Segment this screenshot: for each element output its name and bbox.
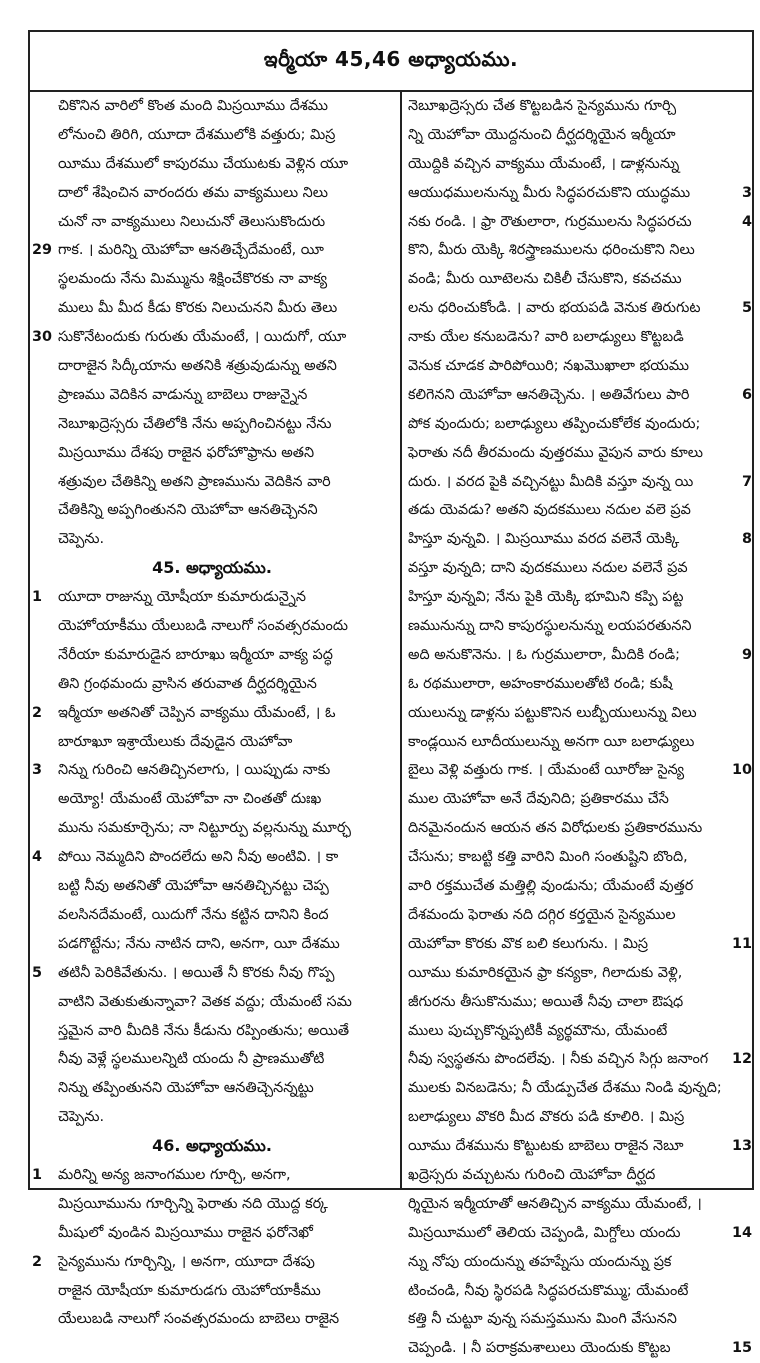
text-line [402,468,754,497]
line-text: బారూఖూ ఇశ్రాయేలుకు దేవుడైన యెహోవా [58,733,293,750]
text-line [30,352,398,381]
verse-number: 3 [741,184,752,201]
line-text: యీము దేశమును కొట్టుటకు బాబెలు రాజైన నెబూ [408,1138,684,1155]
line-text: స్తమైన వారి మీదికి నేను కీడును రప్పింతును; అయితే [58,1022,350,1039]
line-text: నెబూఖద్రెస్సరు చేతిలోకి నేను అప్పగించినట్టు నేను [58,415,332,432]
line-text: యేలుబడి నాలుగో సంవత్సరమందు బాబెలు రాజైన [58,1311,340,1328]
text-line [402,179,754,208]
text-line [30,496,398,525]
text-line [402,930,754,959]
text-line [402,728,754,757]
line-text: హిస్తూ వున్నవి. । మిస్రయీము వరద వలెనే యెక్కి [408,531,680,548]
line-text: తిని గ్రంథమందు వ్రాసిన తరువాత దీర్ఘదర్శియైన [58,675,317,692]
line-text: చేతికిన్ని అప్పగింతునని యెహోవా ఆనతిచ్చెనని [58,502,318,519]
line-text: వస్తూ వున్నది; దాని వుదకములు నదుల వలెనే ప్రవ [408,560,688,577]
text-line [402,150,754,179]
text-line [30,930,398,959]
verse-number: 29 [32,242,53,259]
text-line [30,208,398,237]
line-text: సైన్యమును గూర్చిన్ని, । అనగా, యూదా దేశపు [58,1253,315,1270]
text-line [402,1045,754,1074]
text-line [30,843,398,872]
text-line [402,756,754,785]
line-text: బలాఢ్యులు వొకరి మీద వొకరు పడి కూలిరి. । మిస్ర [408,1109,685,1126]
text-line [402,843,754,872]
text-line [402,699,754,728]
line-text: మీషులో వుండిన మిస్రయీము రాజైన ఫరోనెఖో [58,1224,313,1241]
line-text: ములు పుచ్చుకొన్నప్పటికీ వ్యర్థమౌను, యేమంటే [408,1022,668,1039]
text-line [30,641,398,670]
line-text: స్థలమందు నేను మిమ్మును శిక్షించేకొరకు నా వాక్య [58,271,328,288]
text-line [30,150,398,179]
text-line [402,265,754,294]
line-text: వారి రక్తముచేత మత్తిల్లి వుండును; యేమంటే వుత్తర [408,878,694,895]
line-text: యెహోవా కొరకు వొక బలి కలుగును. । మిస్ర [408,935,649,952]
verse-number: 1 [32,589,43,606]
text-line [402,496,754,525]
text-line [30,901,398,930]
line-text: దినమైనందున ఆయన తన విరోధులకు ప్రతికారమును [408,820,703,837]
text-line [30,1219,398,1248]
text-line [30,1161,398,1190]
line-text: కలిగెనని యెహోవా ఆనతిచ్చెను. । అతివేగులు పారి [408,386,690,403]
verse-number: 2 [32,704,43,721]
chapter-heading-text: 46. అధ్యాయము. [152,1136,272,1156]
line-text: చికొనిన వారిలో కొంత మంది మిస్రయీము దేశము [58,98,329,114]
text-line [402,381,754,410]
line-text: ణమునున్ను దాని కాపురస్థులనున్ను లయపరతునని [408,618,692,635]
text-line [402,1219,754,1248]
text-line [402,236,754,265]
text-line [30,699,398,728]
chapter-heading-text: 45. అధ్యాయము. [152,558,272,578]
text-line [402,352,754,381]
text-line [402,1277,754,1306]
line-text: మిస్రయీములో తెలియ చెప్పండి, మిగ్దోలు యందు [408,1224,681,1241]
text-line [30,179,398,208]
text-line [30,294,398,323]
verse-number: 8 [741,531,752,548]
text-line [402,785,754,814]
text-line [30,583,398,612]
right-column [402,92,754,1357]
text-line [402,208,754,237]
text-line [30,1248,398,1277]
text-line [30,439,398,468]
line-text: నిన్ను గురించి ఆనతిచ్చినలాగు, । యిప్పుడు నాకు [58,762,331,779]
chapter-heading [30,554,398,583]
text-line [30,1103,398,1132]
text-line [402,1161,754,1190]
text-line [402,959,754,988]
line-text: బైలు వెళ్లి వత్తురు గాక. । యేమంటే యీరోజు సైన్య [408,762,685,779]
text-line [30,381,398,410]
text-line [402,1132,754,1161]
line-text: ములకు వినబడెను; నీ యేడ్పుచేత దేశము నిండి వున్నది; [408,1080,722,1097]
line-text: మరిన్ని అన్య జనాంగముల గూర్చి, అనగా, [58,1166,291,1183]
line-text: యొద్దికి వచ్చిన వాక్యము యేమంటే, । డాళ్లనున్ను [408,155,680,172]
line-text: నిన్ను తప్పింతునని యెహోవా ఆనతిచ్చెనన్నట్టు [58,1080,314,1097]
text-line [30,612,398,641]
line-text: బట్టి నీవు అతనితో యెహోవా ఆనతిచ్చినట్టు చెప్ప [58,878,329,895]
line-text: ప్రాణము వెదికిన వాడున్ను బాబెలు రాజున్నైన [58,386,308,403]
line-text: ముల యెహోవా అనే దేవునిది; ప్రతికారము చేసే [408,791,669,808]
line-text: శత్రువుల చేతికిన్ని అతని ప్రాణమును వెదికిన వారి [58,473,331,490]
text-line [402,1103,754,1132]
text-line [402,294,754,323]
line-text: వెనుక చూడక పారిపోయిరి; నఖమొఖాలా భయము [408,358,689,375]
text-line [30,323,398,352]
verse-number: 12 [731,1051,752,1068]
line-text: కాండ్లయిన లూదీయులున్ను అనగా యీ బలాఢ్యులు [408,733,695,750]
left-column [30,92,398,1328]
line-text: ర్శియైన ఇర్మీయాతో ఆనతిచ్చిన వాక్యము యేమంటే, । [408,1195,702,1212]
line-text: ములు మీ మీద కీడు కొరకు నిలుచునని మీరు తెలు [58,300,338,317]
text-line [402,323,754,352]
verse-number: 5 [741,300,752,317]
line-text: నెబూఖద్రెస్సరు చేత కొట్టబడిన సైన్యమును గూర్చి [408,98,677,114]
verse-number: 5 [32,964,43,981]
text-line [30,814,398,843]
line-text: మును సమకూర్చెను; నా నిట్టూర్పు వల్లనున్ను మూర్ఛ [58,820,351,837]
text-line [402,525,754,554]
verse-number: 4 [741,213,752,230]
text-line [402,1190,754,1219]
line-text: ఓ రథములారా, అహంకారములతోటి రండి; కుషీ [408,675,673,692]
line-text: దేశమందు ఫెరాతు నది దగ్గిర కర్తయైన సైన్యముల [408,906,676,923]
line-text: కొని, మీరు యెక్కి శిరస్త్రాణములను ధరించుకొని నిలు [408,242,695,259]
text-line [30,1017,398,1046]
text-line [30,756,398,785]
text-line [30,1074,398,1103]
line-text: న్ను నోపు యందున్ను తహప్నేసు యందున్ను ప్రక [408,1253,672,1270]
line-text: నీవు స్వస్థతను పొందలేవు. । నీకు వచ్చిన సిగ్గు జనాంగ [408,1051,709,1068]
verse-number: 3 [32,762,43,779]
line-text: యీము కుమారికయైన ఫ్రా కన్యకా, గిలాదుకు వెళ్లి, [408,964,683,981]
page-header [30,32,752,92]
text-line [402,583,754,612]
line-text: ఫెరాతు నదీ తీరమందు వుత్తరము వైపున వారు కూలు [408,444,703,461]
text-line [402,988,754,1017]
chapter-heading [30,1132,398,1161]
text-line [402,554,754,583]
line-text: కత్తి నీ చుట్టూ వున్న సమస్తమును మింగి వేసునని [408,1311,677,1328]
text-line [30,92,398,121]
text-line [402,1305,754,1334]
page-title: ఇర్మీయా 45,46 అధ్యాయము. [263,46,519,71]
line-text: యీము దేశములో కాపురము చేయుటకు వెళ్లిన యూ [58,155,349,172]
line-text: చెప్పండి. । నీ పరాక్రమశాలులు యెందుకు కొట్టబ [408,1340,671,1357]
line-text: దాలో శేషించిన వారందరు తమ వాక్యములు నిలు [58,184,328,201]
text-line [402,1017,754,1046]
text-line [30,410,398,439]
line-text: లను ధరించుకోండి. । వారు భయపడి వెనుక తిరుగుట [408,300,701,317]
verse-number: 10 [731,762,752,779]
line-text: యులున్ను డాళ్లను పట్టుకొనిన లుబ్బీయులున్ను విలు [408,704,697,721]
line-text: మిస్రయీము దేశపు రాజైన ఫరోహొఫ్రాను అతని [58,444,315,461]
verse-number: 30 [32,329,53,346]
text-line [30,1305,398,1334]
line-text: రాజైన యోషీయా కుమారుడగు యెహోయాకీము [58,1282,321,1299]
line-text: వండి; మీరు యీటెలను చికిలీ చేసుకొని, కవచము [408,271,682,288]
text-line [30,265,398,294]
text-line [402,1334,754,1363]
line-text: మిస్రయీమును గూర్చిన్ని ఫెరాతు నది యొద్ద కర్క [58,1195,328,1212]
line-text: యెహోయాకీము యేలుబడి నాలుగో సంవత్సరమందు [58,618,348,635]
line-text: లోనుంచి తిరిగి, యూదా దేశములోకి వత్తురు; మిస్ర [58,126,336,143]
verse-number: 1 [32,1166,43,1183]
line-text: చెప్పెను. [58,1109,105,1126]
line-text: పోయి నెమ్మదిని పొందలేదు అని నీవు అంటివి. । కా [58,849,339,866]
verse-number: 11 [731,935,752,952]
line-text: ఆయుధములనున్ను మీరు సిద్ధపరచుకొని యుద్ధము [408,184,691,201]
text-line [402,92,754,121]
text-line [30,670,398,699]
text-line [402,641,754,670]
line-text: హిస్తూ వున్నవి; నేను పైకి యెక్కి భూమిని కప్పి పట్ట [408,589,684,606]
text-line [30,1277,398,1306]
verse-number: 2 [32,1253,43,1270]
text-line [30,1045,398,1074]
text-line [402,872,754,901]
line-text: యూదా రాజున్ను యోషీయా కుమారుడున్నైన [58,589,306,606]
text-line [402,670,754,699]
bible-page [28,30,754,1357]
line-text: న్ని యెహోవా యొద్దనుంచి దీర్ఘదర్శియైన ఇర్మీయా [408,126,676,143]
line-text: జీగురను తీసుకొనుము; అయితే నీవు చాలా ఔషధ [408,993,684,1010]
text-line [30,959,398,988]
line-text: నకు రండి. । ఫ్రా రౌతులారా, గుర్రములను సిద్ధపరచు [408,213,692,230]
text-line [402,121,754,150]
text-line [402,1074,754,1103]
text-line [30,785,398,814]
verse-number: 6 [741,386,752,403]
verse-number: 4 [32,849,43,866]
text-line [30,988,398,1017]
text-line [30,1190,398,1219]
line-text: వలసినదేమంటే, యిదుగో నేను కట్టిన దానిని కింద [58,906,329,923]
line-text: నేరీయా కుమారుడైన బారూఖు ఇర్మీయా వాక్య పద్ధ [58,646,333,663]
line-text: చునో నా వాక్యములు నిలుచునో తెలుసుకొందురు [58,213,326,230]
text-line [30,236,398,265]
verse-number: 9 [741,646,752,663]
line-text: పోక వుందురు; బలాఢ్యులు తప్పించుకోలేక వుందురు; [408,415,701,432]
line-text: తడు యెవడు? అతని వుదకములు నదుల వలె ప్రవ [408,502,691,519]
text-line [402,1248,754,1277]
text-line [402,439,754,468]
line-text: దురు. । వరద పైకి వచ్చినట్టు మీదికి వస్తూ వున్న యి [408,473,694,490]
verse-number: 7 [741,473,752,490]
line-text: దారాజైన సిద్కీయాను అతనికి శత్రువుడున్ను అతని [58,358,337,375]
text-line [402,814,754,843]
line-text: నాకు యేల కనుబడెను? వారి బలాఢ్యులు కొట్టబడి [408,329,684,346]
line-text: సుకొనేటందుకు గురుతు యేమంటే, । యిదుగో, యూ [58,329,347,346]
line-text: అది అనుకొనెను. । ఓ గుర్రములారా, మీదికి రండి; [408,646,681,663]
verse-number: 15 [731,1340,752,1357]
line-text: ఖద్రెస్సరు వచ్చుటను గురించి యెహోవా దీర్ఘద [408,1166,656,1183]
line-text: వాటిని వెతుకుతున్నావా? వెతక వద్దు; యేమంటే సమ [58,993,352,1010]
line-text: అయ్యో! యేమంటే యెహోవా నా చింతతో దుఃఖ [58,791,322,808]
text-line [30,121,398,150]
text-line [30,468,398,497]
text-line [30,728,398,757]
text-line [30,525,398,554]
line-text: టించండి, నీవు స్థిరపడి సిద్ధపరచుకొమ్ము; యేమంటే [408,1282,689,1299]
line-text: నీవు వెళ్లే స్థలములన్నిటి యందు నీ ప్రాణముతోటి [58,1051,325,1068]
text-line [402,901,754,930]
line-text: గాక. । మరిన్ని యెహోవా ఆనతిచ్చేదేమంటే, యీ [58,242,324,259]
line-text: చేసును; కాబట్టి కత్తి వారిని మింగి సంతుష్టిని బొంది, [408,849,688,866]
text-line [30,872,398,901]
verse-number: 14 [731,1224,752,1241]
verse-number: 13 [731,1138,752,1155]
line-text: ఇర్మీయా అతనితో చెప్పిన వాక్యము యేమంటే, । ఓ [58,704,336,721]
line-text: తటినీ పెరికివేతును. । అయితే నీ కొరకు నీవు గొప్ప [58,964,335,981]
line-text: పడగొట్టేను; నేను నాటిన దాని, అనగా, యీ దేశము [58,935,340,952]
line-text: చెప్పెను. [58,531,105,548]
text-line [402,612,754,641]
text-line [402,410,754,439]
